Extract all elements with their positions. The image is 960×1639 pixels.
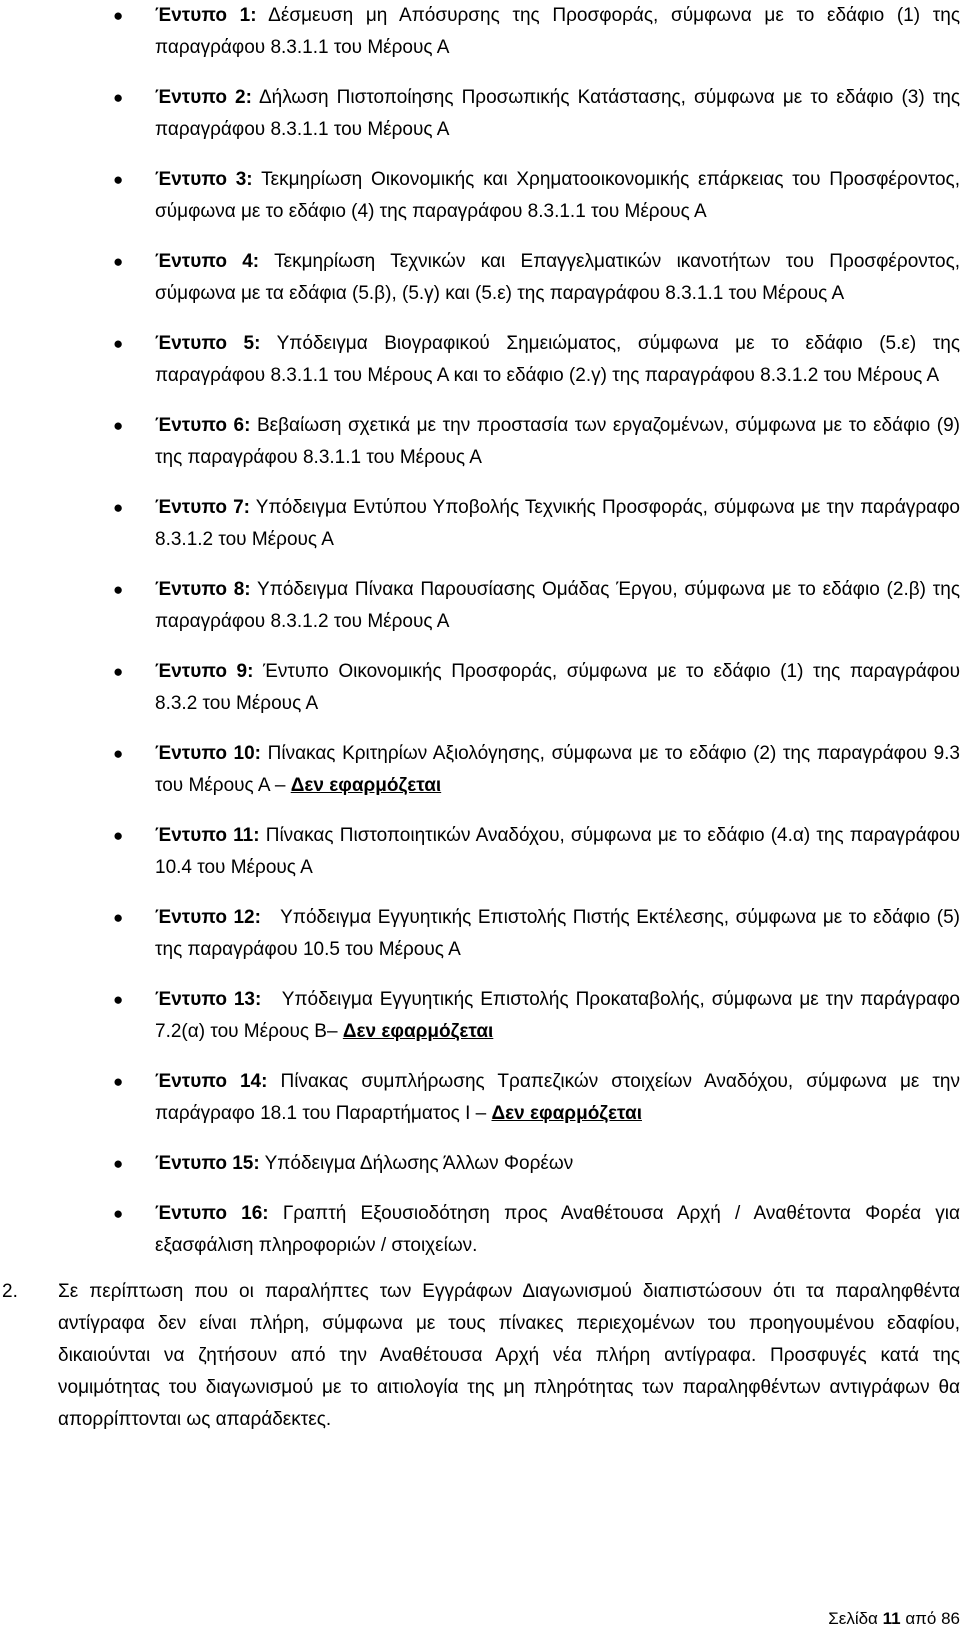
bullet-icon: ● (113, 990, 124, 1009)
form-description: Υπόδειγμα Δήλωσης Άλλων Φορέων (259, 1153, 574, 1174)
form-list-item (113, 1066, 960, 1130)
form-label: Έντυπο 16: (155, 1203, 269, 1224)
footer-prefix: Σελίδα (828, 1609, 883, 1628)
not-applicable-note: Δεν εφαρμόζεται (342, 1021, 494, 1042)
bullet-icon: ● (113, 744, 124, 763)
form-list-item (113, 82, 960, 146)
form-entry (155, 738, 960, 802)
form-description: Υπόδειγμα Εγγυητικής Επιστολής Πιστής Εκτέλεσης, σύμφωνα με το εδάφιο (5) της παραγράφου 10.5 του Μέρους Α (155, 907, 960, 960)
form-label: Έντυπο 7: (155, 497, 250, 518)
form-description: Υπόδειγμα Πίνακα Παρουσίασης Ομάδας Έργου, σύμφωνα με το εδάφιο (2.β) της παραγράφου 8.3.1.2 του Μέρους Α (155, 579, 960, 632)
form-entry (155, 328, 960, 392)
form-entry (155, 0, 960, 64)
bullet-icon: ● (113, 416, 124, 435)
footer-page-number: 11 (882, 1609, 901, 1628)
bullet-icon: ● (113, 498, 124, 517)
form-label: Έντυπο 2: (155, 87, 252, 108)
form-label: Έντυπο 6: (155, 415, 251, 436)
form-list-item (113, 738, 960, 802)
forms-list (113, 0, 960, 1280)
form-entry (155, 1198, 960, 1262)
form-label: Έντυπο 10: (155, 743, 262, 764)
form-list-item (113, 410, 960, 474)
form-description: Υπόδειγμα Βιογραφικού Σημειώματος, σύμφωνα με το εδάφιο (5.ε) της παραγράφου 8.3.1.1 του Μέρους Α και το εδάφιο (2.γ) της παραγράφου 8.3.1.2 του Μέρους Α (155, 333, 960, 386)
form-label: Έντυπο 9: (155, 661, 254, 682)
form-list-item (113, 574, 960, 638)
form-note-separator: – (326, 1021, 343, 1042)
form-entry (155, 574, 960, 638)
bullet-icon: ● (113, 1204, 124, 1223)
footer-total-pages: 86 (941, 1609, 960, 1628)
form-entry (155, 492, 960, 556)
bullet-icon: ● (113, 580, 124, 599)
bullet-icon: ● (113, 334, 124, 353)
form-list-item (113, 492, 960, 556)
form-list-item (113, 164, 960, 228)
form-list-item (113, 984, 960, 1048)
form-entry (155, 246, 960, 310)
bullet-icon: ● (113, 908, 124, 927)
form-description: Υπόδειγμα Εγγυητικής Επιστολής Προκαταβολής, σύμφωνα με την παράγραφο 7.2(α) του Μέρους Β (155, 989, 960, 1042)
bullet-icon: ● (113, 88, 124, 107)
form-description: Δήλωση Πιστοποίησης Προσωπικής Κατάστασης, σύμφωνα με το εδάφιο (3) της παραγράφου 8.3.1.1 του Μέρους Α (155, 87, 960, 140)
form-description: Βεβαίωση σχετικά με την προστασία των εργαζομένων, σύμφωνα με το εδάφιο (9) της παραγράφου 8.3.1.1 του Μέρους Α (155, 415, 960, 468)
form-note-separator: – (269, 775, 291, 796)
bullet-icon: ● (113, 826, 124, 845)
form-entry (155, 902, 960, 966)
form-entry (155, 1066, 960, 1130)
bullet-icon: ● (113, 1072, 124, 1091)
form-label: Έντυπο 4: (155, 251, 260, 272)
form-description: Δέσμευση μη Απόσυρσης της Προσφοράς, σύμφωνα με το εδάφιο (1) της παραγράφου 8.3.1.1 του Μέρους Α (155, 5, 960, 58)
paragraph-text: Σε περίπτωση που οι παραλήπτες των Εγγράφων Διαγωνισμού διαπιστώσουν ότι τα παραληφθέντα αντίγραφα δεν είναι πλήρη, σύμφωνα με τους πίνακες περιεχομένων του προηγουμένου εδαφίου, δικαιούνται να ζητήσουν από την Αναθέτουσα Αρχή νέα πλήρη αντίγραφα. Προσφυγές κατά της νομιμότητας του διαγωνισμού με το αιτιολογία της μη πληρότητας των παραληφθέντων αντιγράφων θα απορρίπτονται ως απαράδεκτες. (58, 1281, 960, 1430)
form-entry (155, 984, 960, 1048)
form-entry (155, 82, 960, 146)
form-list-item (113, 656, 960, 720)
form-description: Τεκμηρίωση Οικονομικής και Χρηματοοικονομικής επάρκειας του Προσφέροντος, σύμφωνα με το εδάφιο (4) της παραγράφου 8.3.1.1 του Μέρους Α (155, 169, 960, 222)
form-description: Πίνακας Κριτηρίων Αξιολόγησης, σύμφωνα με το εδάφιο (2) της παραγράφου 9.3 του Μέρους Α (155, 743, 960, 796)
form-description: Έντυπο Οικονομικής Προσφοράς, σύμφωνα με το εδάφιο (1) της παραγράφου 8.3.2 του Μέρους Α (155, 661, 960, 714)
form-label: Έντυπο 3: (155, 169, 253, 190)
footer-middle: από (900, 1609, 942, 1628)
form-list-item (113, 902, 960, 966)
bullet-icon: ● (113, 6, 124, 25)
form-label: Έντυπο 12: (155, 907, 261, 928)
not-applicable-note: Δεν εφαρμόζεται (491, 1103, 642, 1124)
form-list-item (113, 246, 960, 310)
form-label: Έντυπο 8: (155, 579, 251, 600)
form-note-separator: – (470, 1103, 492, 1124)
form-description: Πίνακας Πιστοποιητικών Αναδόχου, σύμφωνα με το εδάφιο (4.α) της παραγράφου 10.4 του Μέρους Α (155, 825, 960, 878)
form-entry (155, 820, 960, 884)
bullet-icon: ● (113, 170, 124, 189)
form-description: Υπόδειγμα Εντύπου Υποβολής Τεχνικής Προσφοράς, σύμφωνα με την παράγραφο 8.3.1.2 του Μέρους Α (155, 497, 960, 550)
form-list-item (113, 820, 960, 884)
form-description: Τεκμηρίωση Τεχνικών και Επαγγελματικών ικανοτήτων του Προσφέροντος, σύμφωνα με τα εδάφια (5.β), (5.γ) και (5.ε) της παραγράφου 8.3.1.1 του Μέρους Α (155, 251, 960, 304)
paragraph-number: 2. (2, 1281, 18, 1302)
bullet-icon: ● (113, 662, 124, 681)
form-entry (155, 1148, 960, 1180)
form-entry (155, 656, 960, 720)
form-label: Έντυπο 13: (155, 989, 262, 1010)
bullet-icon: ● (113, 252, 124, 271)
form-label: Έντυπο 15: (155, 1153, 260, 1174)
form-entry (155, 164, 960, 228)
form-list-item (113, 0, 960, 64)
bullet-icon: ● (113, 1154, 124, 1173)
form-list-item (113, 328, 960, 392)
form-description: Πίνακας συμπλήρωσης Τραπεζικών στοιχείων Αναδόχου, σύμφωνα με την παράγραφο 18.1 του Παραρτήματος Ι (155, 1071, 960, 1124)
form-list-item (113, 1198, 960, 1262)
form-label: Έντυπο 1: (155, 5, 257, 26)
form-entry (155, 410, 960, 474)
page-footer (828, 1607, 960, 1631)
not-applicable-note: Δεν εφαρμόζεται (290, 775, 442, 796)
form-list-item (113, 1148, 960, 1180)
form-label: Έντυπο 14: (155, 1071, 268, 1092)
form-label: Έντυπο 5: (155, 333, 261, 354)
form-description: Γραπτή Εξουσιοδότηση προς Αναθέτουσα Αρχή / Αναθέτοντα Φορέα για εξασφάλιση πληροφοριών / στοιχείων. (155, 1203, 960, 1256)
form-label: Έντυπο 11: (155, 825, 260, 846)
